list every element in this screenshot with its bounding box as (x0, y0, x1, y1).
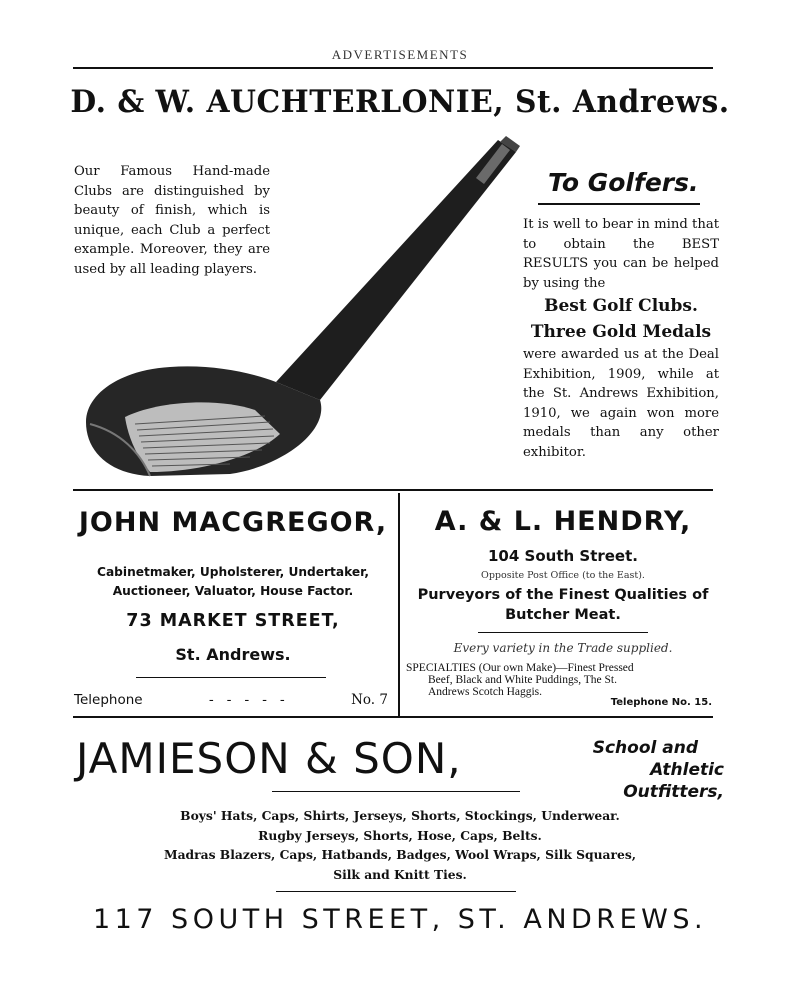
hendry-street: 104 South Street. (488, 547, 638, 565)
top-rule (73, 67, 713, 69)
jamieson-goods-line-2: Rugby Jerseys, Shorts, Hose, Caps, Belts. (258, 827, 542, 843)
hendry-specialties-line-3: Andrews Scotch Haggis. (428, 686, 543, 698)
jamieson-goods-line-3: Madras Blazers, Caps, Hatbands, Badges, Wool Wraps, Silk Squares, (163, 847, 637, 862)
jamieson-goods-line-1: Boys' Hats, Caps, Shirts, Jerseys, Shorts, Stockings, Underwear. (180, 808, 620, 823)
macgregor-rule (136, 677, 326, 678)
running-head: ADVERTISEMENTS (331, 47, 469, 62)
macgregor-town: St. Andrews. (175, 645, 291, 664)
to-golfers-intro: It is well to bear in mind that to obtain the BEST RESULTS you can be helped by using the (523, 217, 719, 291)
jamieson-goods-line-4: Silk and Knitt Ties. (333, 866, 467, 882)
to-golfers-underline (538, 203, 700, 205)
jamieson-rule-1 (272, 791, 520, 792)
auchterlonie-title: D. & W. AUCHTERLONIE, St. Andrews. (70, 84, 730, 120)
macgregor-telephone-label: Telephone (74, 692, 143, 708)
section-rule-2 (73, 716, 713, 718)
column-divider (398, 493, 400, 716)
hendry-purveyors (404, 585, 722, 625)
macgregor-trades-line-1: Cabinetmaker, Upholsterer, Undertaker, (97, 565, 369, 579)
jamieson-name: JAMIESON & SON, (76, 734, 462, 783)
hendry-name: A. & L. HENDRY, (434, 506, 692, 537)
hendry-specialties-line-1: SPECIALTIES (Our own Make)—Finest Pressed (406, 662, 634, 674)
macgregor-street: 73 MARKET STREET, (126, 611, 340, 631)
hendry-rule (478, 632, 648, 633)
macgregor-telephone-dashes: - - - - - (208, 692, 285, 708)
jamieson-tagline (558, 737, 724, 803)
jamieson-tagline-line-1: School and (592, 738, 698, 758)
jamieson-rule-2 (276, 891, 516, 892)
best-golf-clubs: Best Golf Clubs. (544, 296, 698, 316)
jamieson-goods (0, 806, 800, 884)
hendry-opposite: Opposite Post Office (to the East). (481, 570, 645, 581)
jamieson-address: 117 SOUTH STREET, ST. ANDREWS. (92, 904, 708, 935)
hendry-every-variety: Every variety in the Trade supplied. (453, 641, 673, 655)
macgregor-telephone (74, 692, 388, 708)
to-golfers-body (523, 215, 719, 462)
hendry-telephone: Telephone No. 15. (610, 697, 712, 708)
hendry-specialties-line-2: Beef, Black and White Puddings, The St. (428, 674, 617, 686)
hendry-specialties (406, 662, 720, 698)
to-golfers-outro: were awarded us at the Deal Exhibition, 1909, while at the St. Andrews Exhibition, 1910, we again won more medals than any other exhibitor. (523, 347, 719, 460)
macgregor-name: JOHN MACGREGOR, (78, 507, 388, 538)
to-golfers-heading: To Golfers. (548, 168, 699, 197)
auchterlonie-description: Our Famous Hand-made Clubs are distinguished by beauty of finish, which is unique, each Club a perfect example. Moreover, they are used by all leading players. (74, 164, 270, 277)
section-rule-1 (73, 489, 713, 491)
hendry-purveyors-line-1: Purveyors of the Finest Qualities of (417, 587, 709, 603)
macgregor-telephone-number: No. 7 (351, 692, 388, 708)
macgregor-trades (74, 563, 392, 601)
jamieson-tagline-line-2: Athletic Outfitters, (623, 760, 724, 802)
macgregor-trades-line-2: Auctioneer, Valuator, House Factor. (112, 584, 354, 598)
hendry-purveyors-line-2: Butcher Meat. (505, 607, 621, 623)
three-gold-medals: Three Gold Medals (530, 322, 712, 342)
